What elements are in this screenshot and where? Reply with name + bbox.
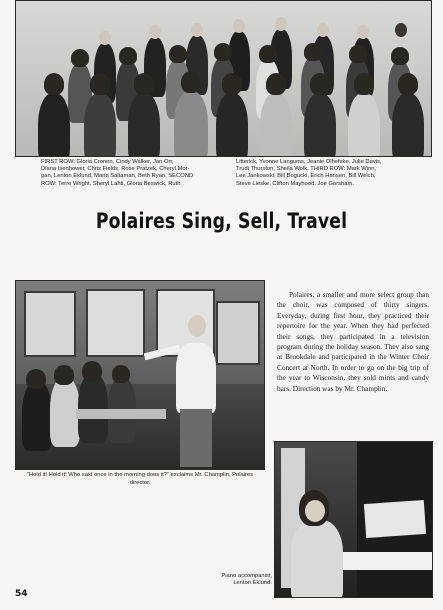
- page-headline: Polaires Sing, Sell, Travel: [95, 209, 348, 233]
- caption-line: Lee Jankowski, Bill Bogucki, Erich Hansen, Bill Welch,: [236, 173, 376, 180]
- group-caption-left: [41, 159, 219, 188]
- article-body: Polaires, a smaller and more select group than the choir, was composed of thirty singers. Everyday, during first hour, they practiced their repertoire for the year. When they had perfected their songs, they participated in a television program during the holiday season. They also sang at Brookdale and participated in the Winter Choir Concert at North. In order to go on the big trip of the year to Wisconsin, they sold mints and candy bars. Direction was by Mr. Champlin.: [277, 290, 429, 393]
- caption-line: FIRST ROW: Gloria Cronen, Cindy Walker, Jan Orr,: [41, 159, 174, 165]
- caption-line: Diana Isenhower, Chris Fields, Rose Pratzek, Cheryl Mor-: [41, 166, 190, 173]
- caption-line: ROW: Terre Wright, Sheryl Lahti, Gloria Beswick, Ruth: [41, 180, 181, 187]
- classroom-photo-caption: "Hold it! Hold it! Who said once in the morning does it?" exclaims Mr. Champlin, Polaires director.: [26, 472, 254, 486]
- caption-line: Trudi Thurston, Sheila Wolk. THIRD ROW: Mark Winn,: [236, 166, 377, 173]
- caption-line: gan, Lenton Eklund, Maria Saltaman, Beth Ryan. SECOND: [41, 173, 194, 180]
- classroom-photo: [15, 280, 265, 470]
- page-number: 54: [15, 589, 28, 599]
- group-caption-right: [236, 159, 424, 188]
- caption-line: Litterick, Yvonne Langums, Jeanie Olhefske, Julie Davis,: [236, 159, 382, 165]
- group-photo: [15, 0, 432, 157]
- piano-photo: [274, 441, 433, 598]
- caption-line: Steve Lieske, Clifton Mayhood, Joe Gorsham.: [236, 180, 354, 187]
- piano-photo-caption: Piano accompanist, Lenton Eklund.: [221, 573, 272, 587]
